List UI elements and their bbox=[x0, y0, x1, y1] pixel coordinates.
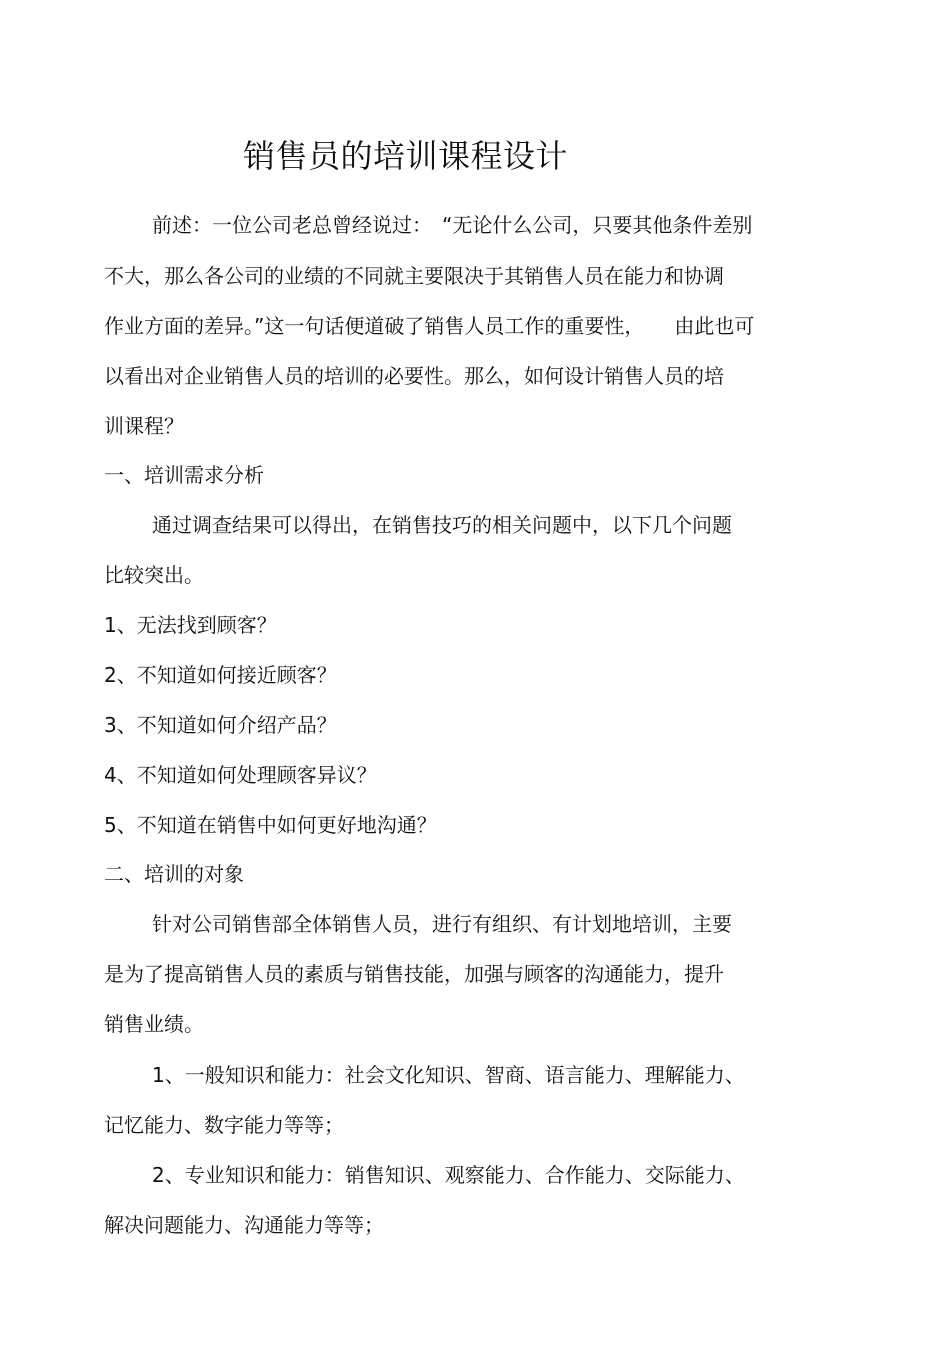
intro-line: 不大，那么各公司的业绩的不同就主要限决于其销售人员在能力和协调 bbox=[104, 264, 724, 288]
list-item: 5、不知道在销售中如何更好地沟通？ bbox=[104, 813, 437, 837]
list-item: 2、不知道如何接近顾客？ bbox=[104, 663, 337, 687]
document-title: 销售员的培训课程设计 bbox=[243, 137, 569, 175]
list-item: 4、不知道如何处理顾客异议？ bbox=[104, 763, 377, 787]
paragraph-line: 比较突出。 bbox=[104, 563, 204, 587]
intro-line: 训课程？ bbox=[104, 414, 184, 438]
paragraph-line: 通过调查结果可以得出，在销售技巧的相关问题中，以下几个问题 bbox=[152, 513, 732, 537]
paragraph-line: 2、专业知识和能力：销售知识、观察能力、合作能力、交际能力、 bbox=[152, 1163, 745, 1187]
list-item: 3、不知道如何介绍产品？ bbox=[104, 713, 337, 737]
paragraph-line: 解决问题能力、沟通能力等等； bbox=[104, 1213, 384, 1237]
paragraph-line: 针对公司销售部全体销售人员，进行有组织、有计划地培训，主要 bbox=[152, 912, 732, 936]
paragraph-line: 记忆能力、数字能力等等； bbox=[104, 1113, 344, 1137]
intro-line: 作业方面的差异。”这一句话便道破了销售人员工作的重要性， 由此也可 bbox=[104, 314, 755, 338]
section-heading: 二、培训的对象 bbox=[104, 862, 244, 886]
list-item: 1、无法找到顾客？ bbox=[104, 613, 277, 637]
paragraph-line: 1、一般知识和能力：社会文化知识、智商、语言能力、理解能力、 bbox=[152, 1063, 745, 1087]
intro-line: 以看出对企业销售人员的培训的必要性。那么，如何设计销售人员的培 bbox=[104, 364, 724, 388]
paragraph-line: 销售业绩。 bbox=[104, 1012, 204, 1036]
section-heading: 一、培训需求分析 bbox=[104, 463, 264, 487]
intro-line: 前述：一位公司老总曾经说过： “无论什么公司，只要其他条件差别 bbox=[152, 213, 753, 237]
paragraph-line: 是为了提高销售人员的素质与销售技能，加强与顾客的沟通能力，提升 bbox=[104, 962, 724, 986]
